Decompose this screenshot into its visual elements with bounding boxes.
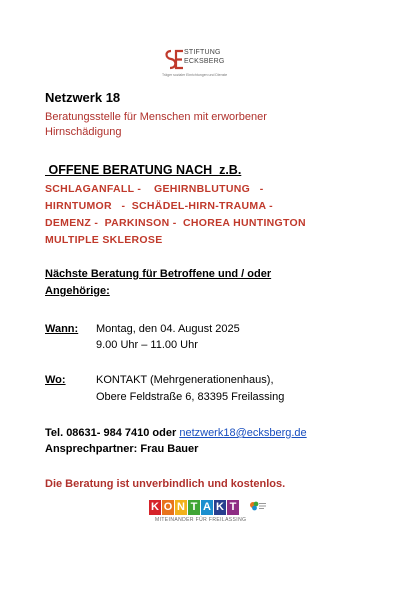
subtitle-line-1: Beratungsstelle für Menschen mit erworbener: [45, 111, 267, 123]
stiftung-ecksberg-logo: [162, 48, 258, 78]
section-heading: OFFENE BERATUNG NACH z.B.: [45, 163, 242, 177]
phone-text: Tel. 08631- 984 7410 oder: [45, 427, 180, 439]
ecksberg-logo-icon: [162, 48, 184, 72]
mehrgenerationenhaus-badge-icon: [249, 500, 267, 514]
where-venue: KONTAKT (Mehrgenerationenhaus),: [96, 374, 274, 386]
condition-line: SCHLAGANFALL - GEHIRNBLUTUNG -: [45, 183, 264, 195]
condition-line: DEMENZ - PARKINSON - CHOREA HUNTINGTON: [45, 217, 306, 229]
logo-line-2: ECKSBERG: [184, 58, 225, 65]
kontakt-letter: T: [227, 500, 239, 515]
kontakt-letter: K: [214, 500, 226, 515]
kontakt-logo: [149, 500, 269, 530]
where-label: Wo:: [45, 374, 66, 386]
kontakt-letter: A: [201, 500, 213, 515]
when-time: 9.00 Uhr – 11.00 Uhr: [96, 339, 198, 351]
when-label: Wann:: [45, 323, 79, 335]
logo-tagline: Träger sozialer Einrichtungen und Dienste: [162, 73, 228, 77]
subtitle-line-2: Hirnschädigung: [45, 126, 122, 138]
kontakt-letter: N: [175, 500, 187, 515]
page-title: Netzwerk 18: [45, 90, 121, 105]
next-session-heading-line-2: Angehörige:: [45, 285, 110, 297]
kontakt-slogan: MITEINANDER FÜR FREILASSING: [155, 517, 247, 523]
kontakt-letter: K: [149, 500, 161, 515]
condition-line: MULTIPLE SKLEROSE: [45, 234, 163, 246]
email-link[interactable]: netzwerk18@ecksberg.de: [179, 427, 307, 439]
logo-line-1: STIFTUNG: [184, 49, 221, 56]
kontakt-letters: [149, 500, 240, 517]
when-date: Montag, den 04. August 2025: [96, 323, 240, 335]
kontakt-letter: T: [188, 500, 200, 515]
free-of-charge-note: Die Beratung ist unverbindlich und kostenlos.: [45, 478, 286, 490]
contact-person: Ansprechpartner: Frau Bauer: [45, 443, 199, 455]
phone-line: [45, 427, 307, 439]
where-address: Obere Feldstraße 6, 83395 Freilassing: [96, 391, 285, 403]
kontakt-letter: O: [163, 501, 173, 513]
condition-line: HIRNTUMOR - SCHÄDEL-HIRN-TRAUMA -: [45, 200, 273, 212]
next-session-heading-line-1: Nächste Beratung für Betroffene und / oder: [45, 268, 272, 280]
